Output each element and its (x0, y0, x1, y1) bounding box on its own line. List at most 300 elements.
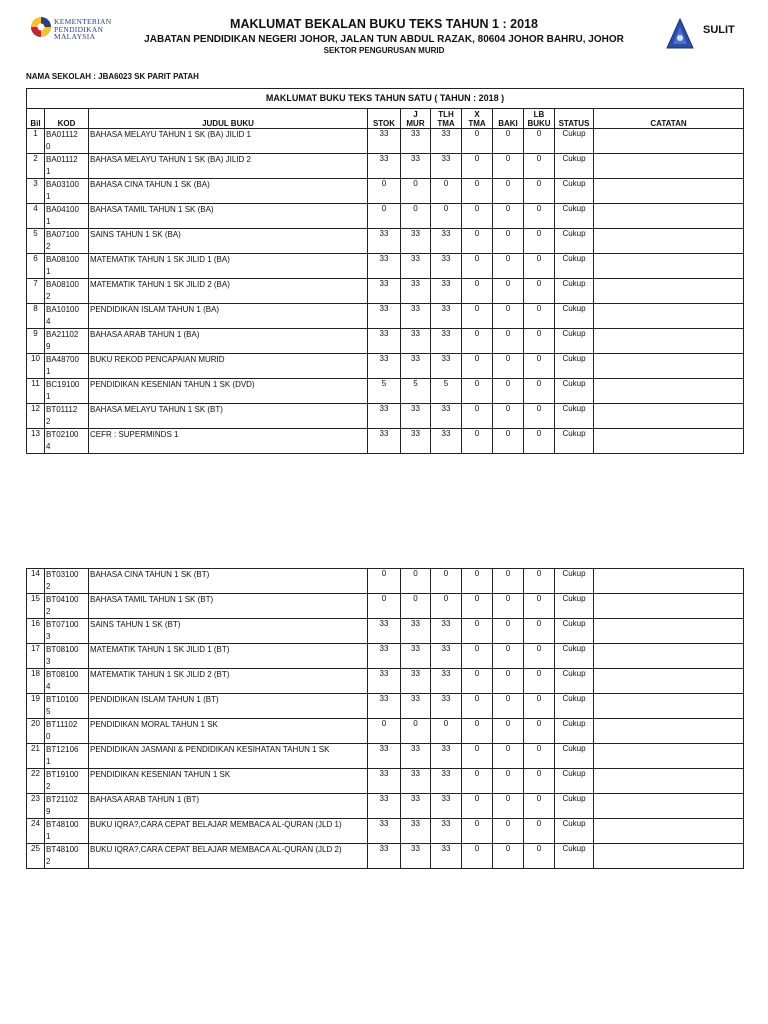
row-lbbuku: 0 (524, 719, 555, 744)
row-bil: 16 (27, 619, 45, 644)
row-stok: 33 (368, 154, 401, 179)
row-code: BT08100 4 (45, 669, 89, 694)
table-row (27, 819, 744, 844)
row-baki: 0 (493, 669, 524, 694)
row-tlhtma: 33 (431, 154, 462, 179)
row-lbbuku: 0 (524, 429, 555, 454)
row-baki: 0 (493, 769, 524, 794)
row-bil: 5 (27, 229, 45, 254)
row-xtma: 0 (462, 379, 493, 404)
document-subtitle: JABATAN PENDIDIKAN NEGERI JOHOR, JALAN TUN ABDUL RAZAK, 80604 JOHOR BAHRU, JOHOR (144, 34, 624, 45)
row-stok: 33 (368, 844, 401, 869)
row-status: Cukup (555, 354, 594, 379)
row-stok: 5 (368, 379, 401, 404)
row-status: Cukup (555, 404, 594, 429)
row-tlhtma: 33 (431, 769, 462, 794)
row-code: BT01112 2 (45, 404, 89, 429)
row-xtma: 0 (462, 129, 493, 154)
row-jmur: 33 (401, 154, 431, 179)
row-code: BT10100 5 (45, 694, 89, 719)
row-stok: 33 (368, 744, 401, 769)
row-stok: 33 (368, 669, 401, 694)
row-title: BAHASA TAMIL TAHUN 1 SK (BT) (89, 594, 368, 619)
row-baki: 0 (493, 129, 524, 154)
row-catatan (594, 719, 744, 744)
col-header-baki: BAKI (493, 109, 524, 129)
row-bil: 23 (27, 794, 45, 819)
row-stok: 33 (368, 644, 401, 669)
row-baki: 0 (493, 354, 524, 379)
row-title: BAHASA ARAB TAHUN 1 (BT) (89, 794, 368, 819)
table-caption: MAKLUMAT BUKU TEKS TAHUN SATU ( TAHUN : 2018 ) (27, 89, 744, 109)
row-lbbuku: 0 (524, 669, 555, 694)
row-jmur: 33 (401, 404, 431, 429)
row-jmur: 0 (401, 594, 431, 619)
row-tlhtma: 5 (431, 379, 462, 404)
row-lbbuku: 0 (524, 619, 555, 644)
row-bil: 18 (27, 669, 45, 694)
row-tlhtma: 33 (431, 794, 462, 819)
row-baki: 0 (493, 819, 524, 844)
row-catatan (594, 769, 744, 794)
row-status: Cukup (555, 819, 594, 844)
logo-line: MALAYSIA (54, 32, 96, 41)
row-status: Cukup (555, 429, 594, 454)
row-jmur: 33 (401, 694, 431, 719)
row-code: BC19100 1 (45, 379, 89, 404)
row-title: BUKU REKOD PENCAPAIAN MURID (89, 354, 368, 379)
row-jmur: 33 (401, 769, 431, 794)
row-baki: 0 (493, 619, 524, 644)
row-tlhtma: 33 (431, 229, 462, 254)
row-code: BA04100 1 (45, 204, 89, 229)
row-title: PENDIDIKAN ISLAM TAHUN 1 (BT) (89, 694, 368, 719)
row-xtma: 0 (462, 404, 493, 429)
row-lbbuku: 0 (524, 279, 555, 304)
row-catatan (594, 304, 744, 329)
row-stok: 0 (368, 204, 401, 229)
row-jmur: 0 (401, 204, 431, 229)
row-code: BA10100 4 (45, 304, 89, 329)
row-baki: 0 (493, 429, 524, 454)
table-row (27, 694, 744, 719)
row-stok: 0 (368, 594, 401, 619)
row-lbbuku: 0 (524, 744, 555, 769)
row-xtma: 0 (462, 819, 493, 844)
document-title: MAKLUMAT BEKALAN BUKU TEKS TAHUN 1 : 2018 (230, 17, 538, 31)
classification-label: SULIT (703, 24, 735, 36)
row-status: Cukup (555, 379, 594, 404)
row-stok: 33 (368, 819, 401, 844)
row-code: BA48700 1 (45, 354, 89, 379)
row-xtma: 0 (462, 429, 493, 454)
table-row (27, 129, 744, 154)
row-bil: 21 (27, 744, 45, 769)
row-jmur: 33 (401, 429, 431, 454)
row-stok: 33 (368, 354, 401, 379)
row-xtma: 0 (462, 669, 493, 694)
row-status: Cukup (555, 744, 594, 769)
row-tlhtma: 0 (431, 204, 462, 229)
row-xtma: 0 (462, 304, 493, 329)
row-baki: 0 (493, 694, 524, 719)
row-code: BA08100 1 (45, 254, 89, 279)
row-xtma: 0 (462, 744, 493, 769)
row-bil: 13 (27, 429, 45, 454)
row-tlhtma: 33 (431, 619, 462, 644)
row-stok: 0 (368, 569, 401, 594)
row-catatan (594, 179, 744, 204)
row-lbbuku: 0 (524, 304, 555, 329)
row-lbbuku: 0 (524, 129, 555, 154)
row-stok: 33 (368, 229, 401, 254)
row-tlhtma: 33 (431, 304, 462, 329)
row-stok: 33 (368, 619, 401, 644)
logo-line: KEMENTERIAN (54, 17, 112, 26)
row-jmur: 0 (401, 179, 431, 204)
row-stok: 33 (368, 129, 401, 154)
row-stok: 33 (368, 794, 401, 819)
row-code: BT19100 2 (45, 769, 89, 794)
row-bil: 4 (27, 204, 45, 229)
row-status: Cukup (555, 154, 594, 179)
row-title: PENDIDIKAN JASMANI & PENDIDIKAN KESIHATAN TAHUN 1 SK (89, 744, 368, 769)
row-lbbuku: 0 (524, 254, 555, 279)
sector-name: SEKTOR PENGURUSAN MURID (323, 46, 445, 55)
row-code: BT48100 2 (45, 844, 89, 869)
row-jmur: 33 (401, 354, 431, 379)
row-tlhtma: 0 (431, 719, 462, 744)
col-header-jmur: J MUR (401, 109, 431, 129)
col-header-bil: Bil (27, 109, 45, 129)
row-lbbuku: 0 (524, 229, 555, 254)
col-header-status: STATUS (555, 109, 594, 129)
row-catatan (594, 354, 744, 379)
row-lbbuku: 0 (524, 844, 555, 869)
row-xtma: 0 (462, 594, 493, 619)
row-status: Cukup (555, 644, 594, 669)
row-catatan (594, 254, 744, 279)
row-xtma: 0 (462, 844, 493, 869)
state-emblem-icon (666, 18, 694, 50)
row-code: BT21102 9 (45, 794, 89, 819)
row-title: BAHASA MELAYU TAHUN 1 SK (BT) (89, 404, 368, 429)
table-row (27, 794, 744, 819)
row-xtma: 0 (462, 644, 493, 669)
row-code: BT08100 3 (45, 644, 89, 669)
row-title: BAHASA MELAYU TAHUN 1 SK (BA) JILID 1 (89, 129, 368, 154)
row-jmur: 0 (401, 719, 431, 744)
row-baki: 0 (493, 379, 524, 404)
row-code: BT12106 1 (45, 744, 89, 769)
row-bil: 2 (27, 154, 45, 179)
row-stok: 0 (368, 179, 401, 204)
col-header-lbbuku: LB BUKU (524, 109, 555, 129)
row-catatan (594, 429, 744, 454)
row-status: Cukup (555, 619, 594, 644)
row-baki: 0 (493, 179, 524, 204)
row-title: BAHASA MELAYU TAHUN 1 SK (BA) JILID 2 (89, 154, 368, 179)
row-title: BAHASA ARAB TAHUN 1 (BA) (89, 329, 368, 354)
row-status: Cukup (555, 694, 594, 719)
row-baki: 0 (493, 154, 524, 179)
row-xtma: 0 (462, 354, 493, 379)
row-catatan (594, 619, 744, 644)
row-tlhtma: 33 (431, 354, 462, 379)
row-catatan (594, 844, 744, 869)
row-xtma: 0 (462, 179, 493, 204)
row-baki: 0 (493, 644, 524, 669)
school-name: NAMA SEKOLAH : JBA6023 SK PARIT PATAH (26, 72, 199, 81)
row-jmur: 33 (401, 844, 431, 869)
row-code: BT04100 2 (45, 594, 89, 619)
row-title: BAHASA TAMIL TAHUN 1 SK (BA) (89, 204, 368, 229)
row-jmur: 33 (401, 229, 431, 254)
row-baki: 0 (493, 719, 524, 744)
table-row (27, 154, 744, 179)
row-tlhtma: 33 (431, 329, 462, 354)
row-baki: 0 (493, 304, 524, 329)
row-status: Cukup (555, 719, 594, 744)
row-catatan (594, 404, 744, 429)
row-catatan (594, 379, 744, 404)
textbook-table (26, 88, 744, 454)
row-lbbuku: 0 (524, 769, 555, 794)
row-catatan (594, 644, 744, 669)
row-code: BT48100 1 (45, 819, 89, 844)
row-jmur: 33 (401, 279, 431, 304)
table-row (27, 329, 744, 354)
table-row (27, 379, 744, 404)
row-title: PENDIDIKAN KESENIAN TAHUN 1 SK (89, 769, 368, 794)
row-baki: 0 (493, 229, 524, 254)
row-xtma: 0 (462, 279, 493, 304)
textbook-table-continued (26, 568, 744, 869)
row-status: Cukup (555, 329, 594, 354)
row-tlhtma: 33 (431, 404, 462, 429)
row-tlhtma: 0 (431, 569, 462, 594)
row-title: MATEMATIK TAHUN 1 SK JILID 1 (BT) (89, 644, 368, 669)
row-status: Cukup (555, 594, 594, 619)
table-row (27, 354, 744, 379)
row-catatan (594, 744, 744, 769)
row-catatan (594, 204, 744, 229)
row-tlhtma: 33 (431, 129, 462, 154)
col-header-stok: STOK (368, 109, 401, 129)
row-jmur: 33 (401, 254, 431, 279)
row-xtma: 0 (462, 204, 493, 229)
row-bil: 24 (27, 819, 45, 844)
row-jmur: 0 (401, 569, 431, 594)
row-baki: 0 (493, 744, 524, 769)
row-bil: 20 (27, 719, 45, 744)
row-stok: 33 (368, 769, 401, 794)
row-tlhtma: 33 (431, 644, 462, 669)
row-title: BAHASA CINA TAHUN 1 SK (BT) (89, 569, 368, 594)
row-tlhtma: 33 (431, 844, 462, 869)
row-lbbuku: 0 (524, 204, 555, 229)
table-row (27, 569, 744, 594)
row-tlhtma: 33 (431, 279, 462, 304)
row-tlhtma: 33 (431, 744, 462, 769)
row-bil: 9 (27, 329, 45, 354)
row-status: Cukup (555, 794, 594, 819)
row-lbbuku: 0 (524, 569, 555, 594)
row-tlhtma: 33 (431, 669, 462, 694)
row-bil: 12 (27, 404, 45, 429)
row-code: BA01112 0 (45, 129, 89, 154)
col-header-tlhtma: TLH TMA (431, 109, 462, 129)
row-catatan (594, 154, 744, 179)
row-xtma: 0 (462, 254, 493, 279)
row-jmur: 33 (401, 819, 431, 844)
row-jmur: 33 (401, 669, 431, 694)
row-jmur: 33 (401, 329, 431, 354)
row-stok: 33 (368, 694, 401, 719)
row-baki: 0 (493, 404, 524, 429)
row-tlhtma: 33 (431, 694, 462, 719)
table-row (27, 404, 744, 429)
row-bil: 25 (27, 844, 45, 869)
row-code: BA01112 1 (45, 154, 89, 179)
row-bil: 10 (27, 354, 45, 379)
row-xtma: 0 (462, 229, 493, 254)
row-baki: 0 (493, 204, 524, 229)
table-row (27, 744, 744, 769)
row-lbbuku: 0 (524, 644, 555, 669)
table-row (27, 179, 744, 204)
row-title: CEFR : SUPERMINDS 1 (89, 429, 368, 454)
table-row (27, 254, 744, 279)
row-status: Cukup (555, 769, 594, 794)
row-baki: 0 (493, 279, 524, 304)
row-catatan (594, 694, 744, 719)
table-row (27, 429, 744, 454)
row-title: PENDIDIKAN ISLAM TAHUN 1 (BA) (89, 304, 368, 329)
row-bil: 6 (27, 254, 45, 279)
row-status: Cukup (555, 204, 594, 229)
row-stok: 33 (368, 329, 401, 354)
row-xtma: 0 (462, 769, 493, 794)
row-lbbuku: 0 (524, 179, 555, 204)
row-lbbuku: 0 (524, 594, 555, 619)
row-code: BT03100 2 (45, 569, 89, 594)
row-status: Cukup (555, 669, 594, 694)
row-code: BA07100 2 (45, 229, 89, 254)
row-baki: 0 (493, 254, 524, 279)
row-lbbuku: 0 (524, 404, 555, 429)
row-stok: 0 (368, 719, 401, 744)
row-status: Cukup (555, 229, 594, 254)
row-lbbuku: 0 (524, 694, 555, 719)
table-row (27, 304, 744, 329)
row-title: MATEMATIK TAHUN 1 SK JILID 2 (BT) (89, 669, 368, 694)
row-baki: 0 (493, 794, 524, 819)
row-bil: 19 (27, 694, 45, 719)
row-status: Cukup (555, 304, 594, 329)
row-catatan (594, 329, 744, 354)
row-jmur: 33 (401, 304, 431, 329)
row-catatan (594, 669, 744, 694)
row-stok: 33 (368, 429, 401, 454)
row-code: BA08100 2 (45, 279, 89, 304)
row-catatan (594, 229, 744, 254)
row-bil: 22 (27, 769, 45, 794)
row-catatan (594, 594, 744, 619)
table-row (27, 619, 744, 644)
row-code: BT07100 3 (45, 619, 89, 644)
table-row (27, 844, 744, 869)
row-jmur: 33 (401, 129, 431, 154)
row-status: Cukup (555, 569, 594, 594)
row-bil: 3 (27, 179, 45, 204)
row-tlhtma: 33 (431, 819, 462, 844)
row-status: Cukup (555, 129, 594, 154)
table-row (27, 644, 744, 669)
row-jmur: 33 (401, 744, 431, 769)
col-header-kod: KOD (45, 109, 89, 129)
row-jmur: 33 (401, 644, 431, 669)
row-title: BUKU IQRA?,CARA CEPAT BELAJAR MEMBACA AL-QURAN (JLD 1) (89, 819, 368, 844)
row-bil: 15 (27, 594, 45, 619)
row-catatan (594, 279, 744, 304)
table-row (27, 669, 744, 694)
row-stok: 33 (368, 304, 401, 329)
row-bil: 17 (27, 644, 45, 669)
row-jmur: 33 (401, 794, 431, 819)
row-jmur: 5 (401, 379, 431, 404)
table-row (27, 279, 744, 304)
row-status: Cukup (555, 254, 594, 279)
row-status: Cukup (555, 844, 594, 869)
row-bil: 14 (27, 569, 45, 594)
row-baki: 0 (493, 594, 524, 619)
row-bil: 11 (27, 379, 45, 404)
row-stok: 33 (368, 279, 401, 304)
row-lbbuku: 0 (524, 379, 555, 404)
row-stok: 33 (368, 254, 401, 279)
row-tlhtma: 0 (431, 594, 462, 619)
row-xtma: 0 (462, 569, 493, 594)
row-xtma: 0 (462, 694, 493, 719)
table-row (27, 204, 744, 229)
row-catatan (594, 819, 744, 844)
row-title: PENDIDIKAN MORAL TAHUN 1 SK (89, 719, 368, 744)
row-catatan (594, 569, 744, 594)
row-catatan (594, 129, 744, 154)
row-bil: 8 (27, 304, 45, 329)
col-header-catatan: CATATAN (594, 109, 744, 129)
row-code: BT11102 0 (45, 719, 89, 744)
row-title: SAINS TAHUN 1 SK (BA) (89, 229, 368, 254)
logo-line: PENDIDIKAN (54, 24, 104, 34)
row-lbbuku: 0 (524, 329, 555, 354)
row-code: BA03100 1 (45, 179, 89, 204)
col-header-xtma: X TMA (462, 109, 493, 129)
table-row (27, 769, 744, 794)
row-code: BT02100 4 (45, 429, 89, 454)
row-xtma: 0 (462, 619, 493, 644)
row-baki: 0 (493, 569, 524, 594)
row-title: SAINS TAHUN 1 SK (BT) (89, 619, 368, 644)
row-bil: 1 (27, 129, 45, 154)
row-status: Cukup (555, 179, 594, 204)
row-lbbuku: 0 (524, 354, 555, 379)
row-xtma: 0 (462, 329, 493, 354)
row-xtma: 0 (462, 794, 493, 819)
row-title: PENDIDIKAN KESENIAN TAHUN 1 SK (DVD) (89, 379, 368, 404)
table-row (27, 594, 744, 619)
